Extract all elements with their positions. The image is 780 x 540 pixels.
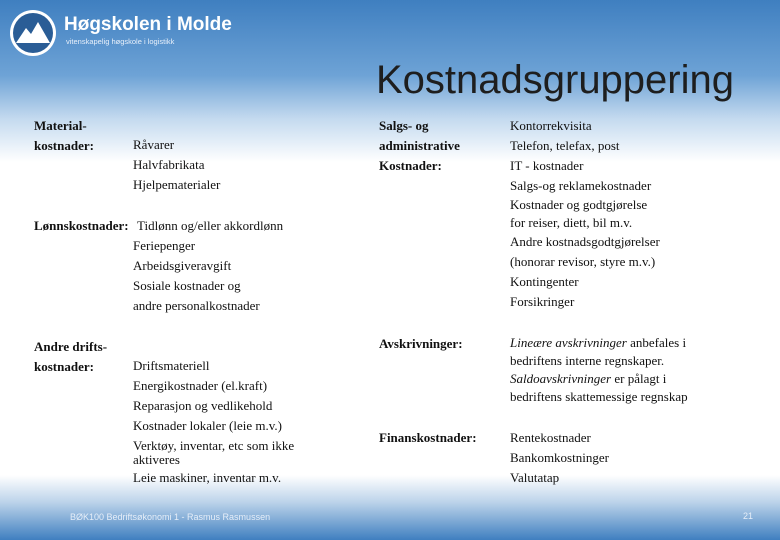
list-item: Forsikringer bbox=[510, 294, 575, 309]
list-item: Reparasjon og vedlikehold bbox=[133, 398, 273, 413]
list-item: Råvarer bbox=[133, 137, 175, 152]
list-item: Feriepenger bbox=[133, 238, 196, 253]
saldo-term: Saldoavskrivninger bbox=[510, 371, 612, 386]
list-item: Kontorrekvisita bbox=[510, 118, 592, 133]
avskr-heading: Avskrivninger: bbox=[379, 336, 463, 351]
list-item: Valutatap bbox=[510, 470, 560, 485]
finans-list bbox=[510, 428, 609, 488]
list-item: Sosiale kostnader og bbox=[133, 278, 241, 293]
list-item: andre personalkostnader bbox=[133, 298, 260, 313]
list-item: Kostnader lokaler (leie m.v.) bbox=[133, 418, 282, 433]
andre-heading: Andre drifts- kostnader: bbox=[34, 339, 108, 374]
list-item: aktiveres bbox=[133, 452, 180, 467]
list-item: Arbeidsgiveravgift bbox=[133, 258, 232, 273]
salg-heading: Salgs- og administrative Kostnader: bbox=[379, 118, 460, 173]
logo-tagline: vitenskapelig høgskole i logistikk bbox=[66, 37, 175, 46]
list-item: Salgs-og reklamekostnader bbox=[510, 178, 652, 193]
list-item: Kostnader og godtgjørelse bbox=[510, 197, 648, 212]
list-item: Telefon, telefax, post bbox=[510, 138, 620, 153]
material-list bbox=[133, 135, 220, 195]
page-title: Kostnadsgruppering bbox=[375, 58, 734, 102]
andre-list bbox=[133, 356, 294, 488]
lonn-list bbox=[133, 236, 260, 316]
list-item: for reiser, diett, bil m.v. bbox=[510, 215, 633, 230]
lonn-first-item: Tidlønn og/eller akkordlønn bbox=[137, 218, 284, 233]
list-item: IT - kostnader bbox=[510, 158, 584, 173]
list-item: Kontingenter bbox=[510, 274, 579, 289]
salg-list bbox=[510, 116, 660, 312]
list-item: Hjelpematerialer bbox=[133, 177, 221, 192]
list-item: Verktøy, inventar, etc som ikke bbox=[133, 438, 295, 453]
material-heading: Material- kostnader: bbox=[34, 118, 94, 153]
list-item: (honorar revisor, styre m.v.) bbox=[510, 254, 656, 269]
list-item: Andre kostnadsgodtgjørelser bbox=[510, 234, 660, 249]
list-item: Driftsmateriell bbox=[133, 358, 210, 373]
page-number: 21 bbox=[743, 511, 754, 521]
finans-heading: Finanskostnader: bbox=[379, 430, 477, 445]
list-item: Halvfabrikata bbox=[133, 157, 205, 172]
list-item: Energikostnader (el.kraft) bbox=[133, 378, 268, 393]
list-item: Leie maskiner, inventar m.v. bbox=[133, 470, 282, 485]
logo-name: Høgskolen i Molde bbox=[64, 14, 232, 35]
list-item: Rentekostnader bbox=[510, 430, 591, 445]
lonn-heading: Lønnskostnader: bbox=[34, 218, 129, 233]
list-item: Bankomkostninger bbox=[510, 450, 609, 465]
avskr-text: Lineære avskrivninger anbefales i bedriftens interne regnskaper. Saldoavskrivninger er pålagt i bedriftens skattemessige regnskap bbox=[510, 335, 688, 404]
footer-course: BØK100 Bedriftsøkonomi 1 - Rasmus Rasmussen bbox=[70, 512, 271, 522]
logo-mountain-icon bbox=[8, 8, 58, 58]
lineaere-term: Lineære avskrivninger bbox=[510, 335, 627, 350]
